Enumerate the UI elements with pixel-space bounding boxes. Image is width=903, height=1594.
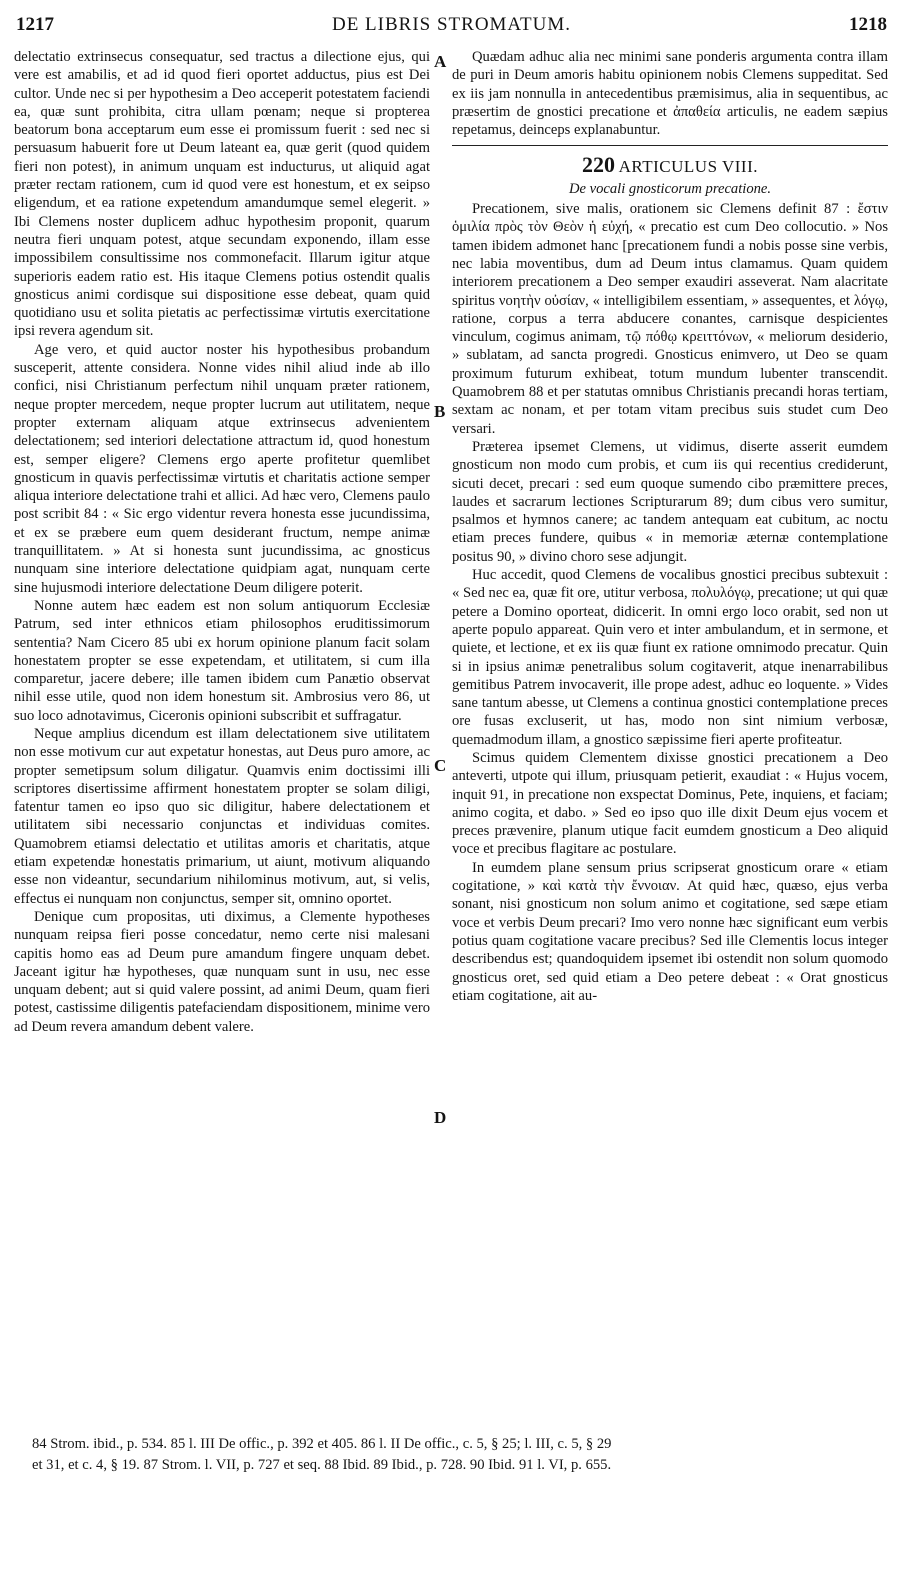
running-title: DE LIBRIS STROMATUM. [331,14,572,35]
divider [452,145,888,146]
page-number-right: 1218 [849,14,887,35]
margin-letter-a: A [434,52,447,71]
running-header [0,14,903,42]
article-label: ARTICULUS VIII. [618,157,758,177]
article-heading [452,152,888,178]
margin-letter-d: D [434,1108,447,1127]
article-number: 220 [582,152,615,178]
paragraph: Quædam adhuc alia nec minimi sane ponderis argumenta contra illam de puri in Deum amoris habitu opinionem nobis Clemens suppeditat. Sed ex iis jam nonnulla in antecedentibus præmisimus, alia in sequentibus, ac præsertim de gnostici precatione et ἀπαθεία articulis, ne eadem sæpius repetamus, deinceps explanabuntur. [452,49,888,139]
paragraph: Huc accedit, quod Clemens de vocalibus gnostici precibus subtexuit : « Sed nec ea, quæ fit ore, utitur verbosa, πολυλόγῳ, precatione; ut qui quæ petere a Domino oporteat, didicerit. In omni ergo loco orabit, sed non ut aperte populo appareat. Quin vero et inter ambulandum, et in sermone, et quiete, et lectione, et ex iis quæ fiunt ex ratione omnimodo precatur. Quin si in ipsius animæ penetralibus solum cogitaverit, atque inenarrabilibus gemitibus Patrem invocaverit, ille prope adest, adhuc eo loquente. » Vides sane tantum abesse, ut Clemens a continua gnostici contemplatione preces ore fusas excluserit, ut has, modo non sint nimium verbosæ, quemadmodum illam, a gnostico sæpissime fieri aperte profiteatur. [452,567,888,748]
paragraph: Denique cum propositas, uti diximus, a Clemente hypotheses nunquam reipsa fieri posse concedatur, nemo certe nisi malesani capitis homo eas ad Deum pure amandum fingere unquam debet. Jaceant igitur hæ hypotheses, quæ nunquam sunt in usu, nec esse unquam debent; aut si quid valere possint, ad animi Deum, quam fieri potest, castissime diligentis patefaciendam dispositionem, minime vero ad Deum revera amandum debent valere. [14,908,430,1035]
footnote-line: 84 Strom. ibid., p. 534. 85 l. III De offic., p. 392 et 405. 86 l. II De offic., c. 5, § 25; l. III, c. 5, § 29 [32,1436,612,1452]
paragraph: Nonne autem hæc eadem est non solum antiquorum Ecclesiæ Patrum, sed inter ethnicos etiam philosophos eruditissimorum sententia? Nam Cicero 85 ubi ex horum opinione planum facit solam honestatem propter se esse expetendam, et utilitatem, si cum illa comparetur, jacere debere; ille tamen ibidem cum Panætio observat nihil esse utile, quod non idem honestum sit. Ambrosius vero 86, ut suo loco adnotavimus, Ciceronis opinioni subscribit et suffragatur. [14,597,430,724]
paragraph: Præterea ipsemet Clemens, ut vidimus, diserte asserit eumdem gnosticum non modo cum probis, et cum iis qui recentius crediderunt, sicuti decet, precari : sed eum quoque sumendo cibo præmittere preces, laudes et sacrarum lectiones Scripturarum 89; dum cibus vero sumitur, psalmos et hymnos canere; ac tandem antequam eat cubitum, ac noctu etiam preces fundere, quibus « in memoriæ æternæ contemplatione positus 90, » divino choro sese adjungit. [452,438,888,565]
paragraph: Precationem, sive malis, orationem sic Clemens definit 87 : ἔστιν ὁμιλία πρὸς τὸν Θεὸν ἡ εὐχή, « precatio est cum Deo collocutio. » Nos tamen ibidem admonet hanc [precationem fundi a nobis posse sine verbis, nec labia moventibus, dum ad Deum intus clamamus. Quam quidem interiorem precationem a Deo semper exaudiri asseverat. Nam alacritate spiritus νοητὴν οὐσίαν, « intelligibilem essentiam, » assequentes, et λόγῳ, ratione, corpus a terra abducere conantes, carnisque despicientes vinculum, cogimus animam, τῷ πόθῳ κρειττόνων, « meliorum desiderio, » sublatam, ad sancta progredi. Gnosticus enimvero, ut Deo se quam proximum futurum exhibeat, totum mundum lubenter transcendit. Quamobrem 88 et per statutas omnibus Christianis precandi horas tertiam, sextam ac nonam, et per totam vitam precibus suis studet cum Deo versari. [452,201,888,437]
footnotes [32,1434,882,1476]
margin-letter-b: B [434,402,446,421]
page-number-left: 1217 [16,14,54,35]
right-column [452,48,888,1005]
paragraph: Neque amplius dicendum est illam delectationem sive utilitatem non esse motivum cur aut expetatur honestas, aut Deus puro amore, ac propter semetipsum solum diligatur. Quamvis enim doctissimi illi scriptores disertissime affirment honestatem propter se solam diligi, fatentur tamen eo ipso quo sic diligitur, habere delectationem et utilitatem sibi necessario conjunctas et individuas comites. Quamobrem etiamsi delectatio et utilitas amoris et charitatis, atque etiam expetendæ honestatis primarium, ut aiunt, motivum aliquando esse non videantur, secundarium nihilominus motivum, aut, si velis, effectus ei nunquam non conjunctus, semper sit, omnino oportet. [14,725,430,907]
margin-letter-c: C [434,756,447,775]
paragraph: Age vero, et quid auctor noster his hypothesibus probandum susceperit, attente considera. Nonne vides nihil aliud inde ab illo confici, nisi Christianum perfectum nihil unquam præter rationem, neque propter mercedem, neque propter lucrum aut utilitatem, neque propter externam aliquam atque extrinsecus advenientem delectationem; sed interiori delectatione attractum id, quod honestum est, semper eligere? Clemens ergo aperte profitetur quemlibet gnosticum in quavis perfectissimæ virtutis et charitatis actione semper aliqua interiore delectatione trahi et allici. Ad hæc vero, Clemens paulo post scribit 84 : « Sic ergo videntur revera honesta esse jucundissima, et ex se præbere eum quem desiderant fructum, nempe animæ tranquillitatem. » At si honesta sunt jucundissima, ac gnosticus nunquam sine interiore delectatione quidpiam agat, nunquam certe sine hujusmodi interiore delectatione Deum diligere poterit. [14,341,430,596]
paragraph: delectatio extrinsecus consequatur, sed tractus a dilectione ejus, qui vere est amabilis, et ad id quod fieri oportet adductus, pius est Dei cultor. Unde nec si per hypothesim a Deo acceperit potestatem faciendi ea, quæ sunt prohibita, citra ullam pœnam; neque si propterea beatorum bona acceptarum eum esse ei promissum fuerit : sed nec si persuasum habuerit fore ut Deum lateant ea, quæ gerit (quod quidem fieri non potest), in animum unquam est inducturus, ut aliquid agat præter rectam rationem, cum id quod vere est honestum, et ex seipso eligendum, et ea ratione expetendum amandumque semel elegerit. » Ibi Clemens noster duplicem adhuc hypothesim proponit, quarum neutra fieri unquam potest, atque secundam exponendo, illam esse impossibilem consultissime nos commonefacit. Illarum igitur atque superioris eadem ratio est. His itaque Clemens potius ostendit qualis gnosticus animi cordisque sui dispositione esse debeat, quam quid quotidiano usu et solita pietatis ac perfectissimæ virtutis exercitatione ipsi revera agendum sit. [14,49,430,340]
article-subtitle: De vocali gnosticorum precatione. [568,180,772,197]
footnote-line: et 31, et c. 4, § 19. 87 Strom. l. VII, p. 727 et seq. 88 Ibid. 89 Ibid., p. 728. 90 Ibid. 91 l. VI, p. 655. [32,1457,612,1473]
paragraph: Scimus quidem Clementem dixisse gnostici precationem a Deo anteverti, utpote qui illum, priusquam petierit, exaudiat : « Hujus vocem, inquit 91, in precatione non exspectat Dominus, Pete, inquiens, et faciam; animo cogita, et dabo. » Sed eo ipso quo ille dixit Deum ejus vocem et preces prævenire, planum utique facit eumdem gnosticum a Deo aliquid voce et precibus flagitare ac postulare. [452,749,888,858]
paragraph: In eumdem plane sensum prius scripserat gnosticum orare « etiam cogitatione, » καὶ κατὰ τὴν ἔννοιαν. At quid hæc, quæso, ejus verba sonant, nisi gnosticum non solum animo et cogitatione, sed sæpe etiam voce et verbis Deum precari? Imo vero nonne hæc significant eum verbis potius quam cogitatione vacare precibus? Sed ille Clementis locus integer describendus est; quandoquidem ipsemet ibi ostendit non solum quomodo gnosticus oret, sed quid etiam a Deo petere debeat : « Orat gnosticus etiam cogitatione, ait au- [452,859,888,1004]
left-column [14,48,430,1036]
